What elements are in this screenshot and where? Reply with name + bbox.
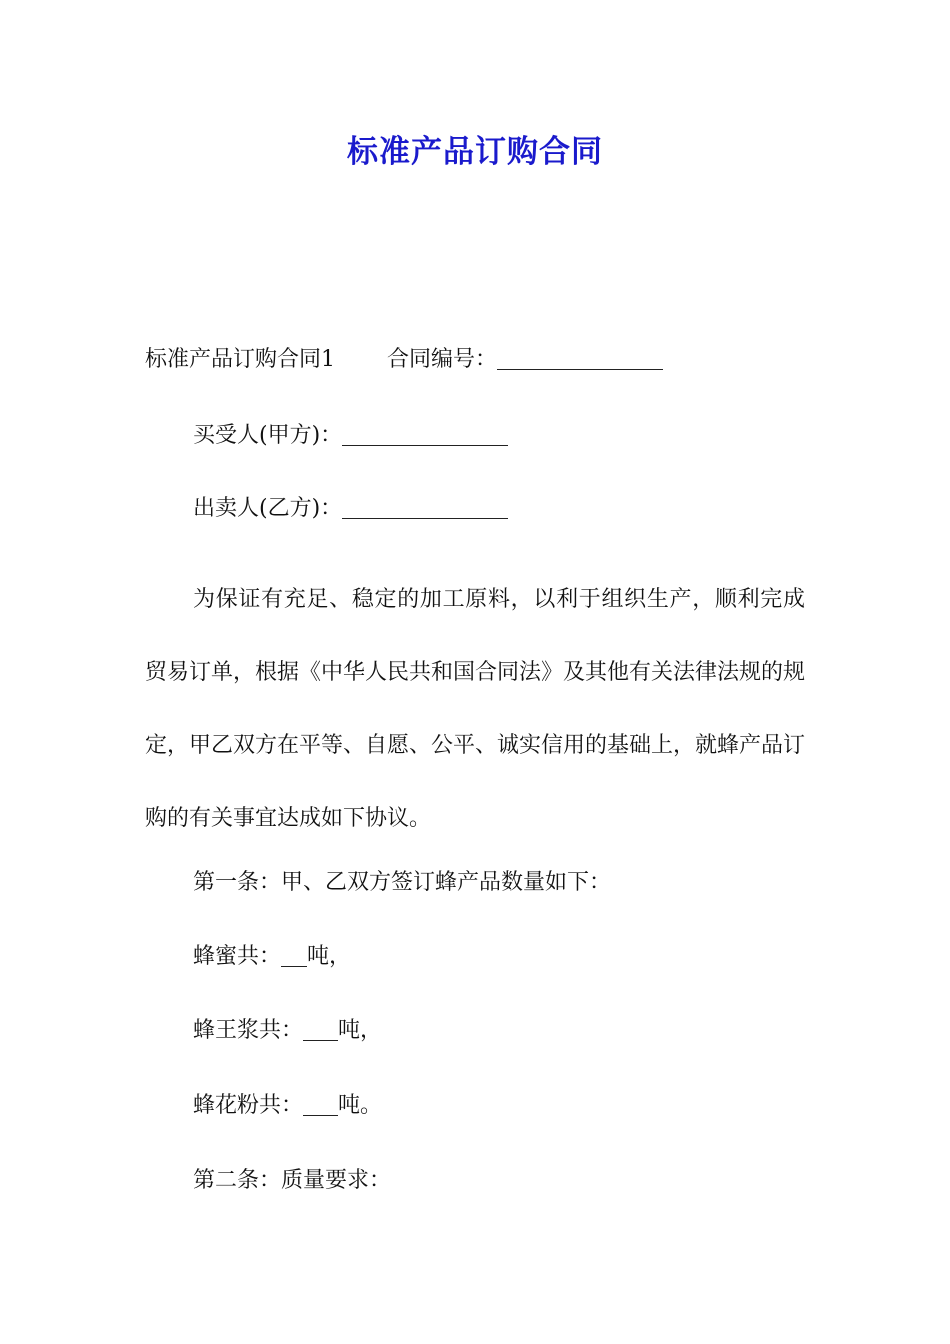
article-1: 第一条：甲、乙双方签订蜂产品数量如下： [193,870,612,895]
item-blank [281,946,307,967]
item-blank [303,1095,338,1116]
contract-number-blank [497,349,663,370]
item-label: 蜂王浆共： [193,1018,304,1043]
contract-number-label: 合同编号： [387,347,498,372]
item-blank [303,1020,338,1041]
item-bee-pollen [193,1091,382,1121]
item-unit: 吨， [307,944,352,969]
buyer-label: 买受人(甲方)： [193,423,343,448]
seller-blank [342,498,508,519]
article-2: 第二条：质量要求： [193,1168,392,1193]
item-unit: 吨， [338,1018,383,1043]
buyer-line [193,421,508,451]
item-royal-jelly [193,1016,382,1046]
seller-label: 出卖人(乙方)： [193,496,343,521]
header-line [145,345,663,375]
document-name: 标准产品订购合同1 [145,347,335,372]
item-honey [193,942,351,972]
item-label: 蜂蜜共： [193,944,282,969]
item-label: 蜂花粉共： [193,1093,304,1118]
buyer-blank [342,425,508,446]
seller-line [193,494,508,524]
preamble-paragraph: 为保证有充足、稳定的加工原料，以利于组织生产，顺利完成贸易订单，根据《中华人民共和国合同法》及其他有关法律法规的规定，甲乙双方在平等、自愿、公平、诚实信用的基础上，就蜂产品订购的有关事宜达成如下协议。 [145,587,806,831]
document-title: 标准产品订购合同 [347,134,603,170]
item-unit: 吨。 [338,1093,383,1118]
